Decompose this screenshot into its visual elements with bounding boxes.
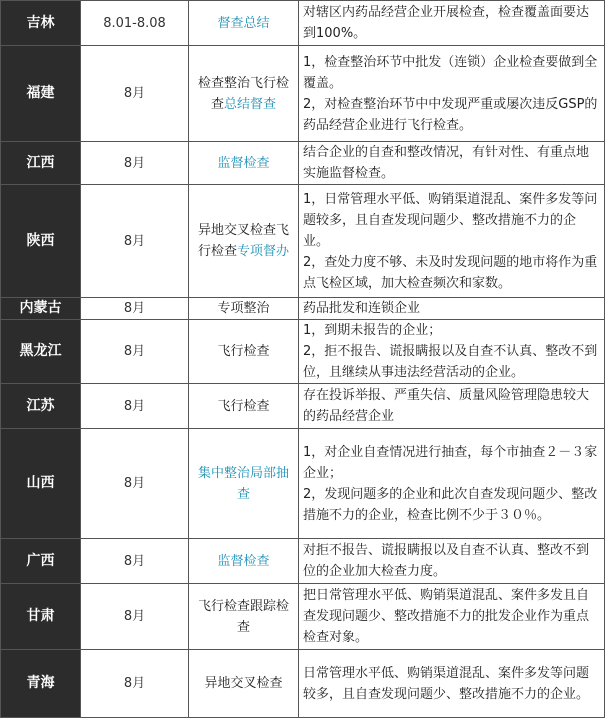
time-cell: 8月 bbox=[81, 185, 189, 298]
content-cell bbox=[299, 298, 605, 320]
content-cell bbox=[299, 320, 605, 384]
method-cell bbox=[189, 298, 299, 320]
method-text: 异地交叉检查飞行检查 bbox=[197, 223, 289, 259]
table-row bbox=[1, 1, 605, 46]
method-cell bbox=[189, 185, 299, 298]
province-cell: 吉林 bbox=[1, 1, 81, 46]
method-cell bbox=[189, 650, 299, 718]
content-cell bbox=[299, 650, 605, 718]
content-paragraph: 日常管理水平低、购销渠道混乱、案件多发等问题较多，且自查发现问题少、整改措施不力的企业。 bbox=[303, 665, 590, 702]
method-cell bbox=[189, 1, 299, 46]
province-cell: 陕西 bbox=[1, 185, 81, 298]
table-body bbox=[1, 1, 605, 718]
content-paragraph: 把日常管理水平低、购销渠道混乱、案件多发且自查发现问题少、整改措施不力的批发企业作为重点检查对象。 bbox=[303, 588, 590, 645]
method-cell bbox=[189, 384, 299, 429]
method-cell bbox=[189, 142, 299, 185]
content-paragraph: 2，拒不报告、谎报瞒报以及自查不认真、整改不到位，且继续从事违法经营活动的企业。 bbox=[303, 344, 598, 380]
content-paragraph: 2，查处力度不够、未及时发现问题的地市将作为重点飞检区域，加大检查频次和家数。 bbox=[303, 254, 598, 291]
time-cell: 8月 bbox=[81, 142, 189, 185]
method-cell bbox=[189, 46, 299, 142]
content-paragraph: 1，到期未报告的企业； bbox=[303, 323, 442, 338]
province-cell: 江西 bbox=[1, 142, 81, 185]
content-cell bbox=[299, 185, 605, 298]
method-text: 异地交叉检查 bbox=[204, 676, 283, 691]
content-paragraph: 存在投诉举报、严重失信、质量风险管理隐患较大的药品经营企业 bbox=[303, 388, 590, 424]
province-cell: 青海 bbox=[1, 650, 81, 718]
province-cell: 山西 bbox=[1, 429, 81, 539]
method-highlight-link[interactable]: 督查总结 bbox=[217, 15, 270, 31]
content-cell bbox=[299, 46, 605, 142]
table-row bbox=[1, 539, 605, 584]
table-row bbox=[1, 298, 605, 320]
method-cell bbox=[189, 429, 299, 539]
content-paragraph: 对辖区内药品经营企业开展检查，检查覆盖面要达到100%。 bbox=[303, 5, 590, 41]
time-cell: 8月 bbox=[81, 384, 189, 429]
province-cell: 广西 bbox=[1, 539, 81, 584]
content-paragraph: 药品批发和连锁企业 bbox=[303, 301, 421, 316]
method-highlight-link[interactable]: 专项督办 bbox=[237, 244, 290, 259]
table-row bbox=[1, 320, 605, 384]
time-cell: 8月 bbox=[81, 320, 189, 384]
content-paragraph: 1，日常管理水平低、购销渠道混乱、案件多发等问题较多，且自查发现问题少、整改措施不力的企业。 bbox=[303, 191, 598, 249]
content-paragraph: 1，对企业自查情况进行抽查，每个市抽查２－３家企业； bbox=[303, 444, 598, 481]
time-cell: 8月 bbox=[81, 298, 189, 320]
time-cell: 8月 bbox=[81, 584, 189, 650]
province-cell: 江苏 bbox=[1, 384, 81, 429]
time-cell: 8月 bbox=[81, 429, 189, 539]
content-paragraph: 1，检查整治环节中批发（连锁）企业检查要做到全覆盖。 bbox=[303, 54, 598, 91]
table-row bbox=[1, 142, 605, 185]
time-cell: 8.01-8.08 bbox=[81, 1, 189, 46]
content-paragraph: 对拒不报告、谎报瞒报以及自查不认真、整改不到位的企业加大检查力度。 bbox=[303, 543, 590, 579]
method-text: 飞行检查 bbox=[217, 344, 270, 359]
province-cell: 黑龙江 bbox=[1, 320, 81, 384]
table-row bbox=[1, 429, 605, 539]
method-highlight-link[interactable]: 总结督查 bbox=[224, 96, 277, 112]
content-cell bbox=[299, 384, 605, 429]
time-cell: 8月 bbox=[81, 46, 189, 142]
table-row bbox=[1, 584, 605, 650]
table-row bbox=[1, 384, 605, 429]
method-text: 检查整治飞行检查 bbox=[197, 75, 289, 112]
method-highlight-link[interactable]: 集中整治局部抽查 bbox=[197, 465, 289, 502]
time-cell: 8月 bbox=[81, 650, 189, 718]
table-row bbox=[1, 46, 605, 142]
content-paragraph: 结合企业的自查和整改情况，有针对性、有重点地实施监督检查。 bbox=[303, 145, 590, 181]
method-highlight-link[interactable]: 监督检查 bbox=[217, 553, 270, 569]
content-cell bbox=[299, 429, 605, 539]
time-cell: 8月 bbox=[81, 539, 189, 584]
province-cell: 内蒙古 bbox=[1, 298, 81, 320]
method-cell bbox=[189, 539, 299, 584]
content-paragraph: 2，对检查整治环节中中发现严重或屡次违反GSP的药品经营企业进行飞行检查。 bbox=[303, 96, 598, 133]
content-cell bbox=[299, 1, 605, 46]
province-cell: 甘肃 bbox=[1, 584, 81, 650]
method-text: 飞行检查 bbox=[217, 398, 270, 414]
table-row bbox=[1, 185, 605, 298]
content-cell bbox=[299, 584, 605, 650]
table-row bbox=[1, 650, 605, 718]
method-text: 飞行检查跟踪检查 bbox=[197, 598, 289, 635]
content-cell bbox=[299, 142, 605, 185]
method-text: 专项整治 bbox=[217, 301, 270, 316]
content-cell bbox=[299, 539, 605, 584]
method-cell bbox=[189, 320, 299, 384]
method-cell bbox=[189, 584, 299, 650]
province-cell: 福建 bbox=[1, 46, 81, 142]
content-paragraph: 2，发现问题多的企业和此次自查发现问题少、整改措施不力的企业，检查比例不少于３０％。 bbox=[303, 486, 598, 523]
method-highlight-link[interactable]: 监督检查 bbox=[217, 155, 270, 171]
